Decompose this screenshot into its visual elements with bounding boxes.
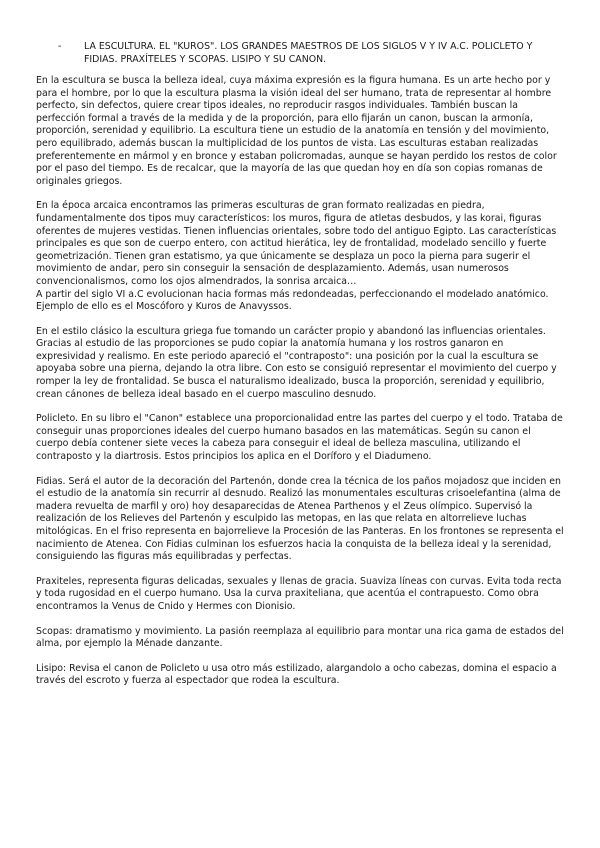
paragraph-classic: En el estilo clásico la escultura griega fue tomando un carácter propio y abandonó las influencias orientales. Gracias al estudio de las proporciones se pudo copiar la anatomía humana y los rostros ganaron en expresividad y realismo. En este periodo apareció el "contraposto": una posición por la cual la escultura se apoyaba sobre una pierna, dejando la otra libre. Con esto se consiguió representar el movimiento del cuerpo y romper la ley de frontalidad. Se busca el naturalismo idealizado, busca la proporción, serenidad y equilibrio, crean cánones de belleza ideal basado en el cuerpo masculino desnudo. [36, 325, 557, 400]
paragraph-policleto: Policleto. En su libro el "Canon" establece una proporcionalidad entre las partes del cuerpo y el todo. Trataba de conseguir unas proporciones ideales del cuerpo humano basados en las matemáticas. Según su canon el cuerpo debía contener siete veces la cabeza para conseguir el ideal de belleza masculina, utilizando el contraposto y la diartrosis. Estos principios los aplica en el Doríforo y el Diadumeno. [36, 413, 563, 463]
heading-text: LA ESCULTURA. EL "KUROS". LOS GRANDES MAESTROS DE LOS SIGLOS V Y IV A.C. POLICLETO Y FIDIAS. PRAXÍTELES Y SCOPAS. LISIPO Y SU CANON. [84, 41, 533, 65]
paragraph-fidias: Fidias. Será el autor de la decoración del Partenón, donde crea la técnica de los paños mojadosz que inciden en el estudio de la anatomía sin recurrir al desnudo. Realizó las monumentales esculturas crisoelefantina (alma de madera revuelta de marfil y oro) hoy desaparecidas de Atenea Parthenos y el Zeus olímpico. Supervisó la realización de los Relieves del Partenón y esculpido las metopas, en las que relata en altorrelieve luchas mitológicas. En el friso representa en bajorrelieve la Procesión de las Panteras. En los frontones se representa el nacimiento de Atenea. Con Fidias culminan los esfuerzos hacia la conquista de la belleza ideal y la serenidad, consiguiendo las figuras más equilibradas y perfectas. [36, 475, 564, 563]
list-bullet: - [58, 41, 62, 52]
paragraph-intro: En la escultura se busca la belleza ideal, cuya máxima expresión es la figura humana. Es un arte hecho por y para el hombre, por lo que la escultura plasma la visión ideal del ser humano, trata de representar al hombre perfecto, sin defectos, quiere crear tipos ideales, no reproducir rasgos individuales. También buscan la perfección formal a través de la medida y de la proporción, para ello fijarán un canon, buscan la armonía, proporción, serenidad y equilibrio. La escultura tiene un estudio de la anatomía en tensión y del movimiento, pero equilibrado, además buscan la multiplicidad de los puntos de vista. Las esculturas estaban realizadas preferentemente en mármol y en bronce y estaban policromadas, aunque se hayan perdido los restos de color por el paso del tiempo. Es de recalcar, que la mayoría de las que quedan hoy en día son copias romanas de originales griegos. [36, 75, 557, 187]
section-heading [36, 40, 564, 66]
paragraph-archaic-evolution: A partir del siglo VI a.C evolucionan hacia formas más redondeadas, perfeccionando el modelado anatómico. Ejemplo de ello es el Moscóforo y Kuros de Anavyssos. [36, 288, 549, 313]
paragraph-praxiteles: Praxiteles, representa figuras delicadas, sexuales y llenas de gracia. Suaviza líneas con curvas. Evita toda recta y toda rugosidad en el cuerpo humano. Usa la curva praxiteliana, que acentúa el contrapuesto. Como obra encontramos la Venus de Cnido y Hermes con Dionisio. [36, 575, 562, 612]
document-page [36, 40, 564, 688]
paragraph-lisipo: Lisipo: Revisa el canon de Policleto u usa otro más estilizado, alargandolo a ocho cabezas, domina el espacio a través del escroto y fuerza al espectador que rodea la escultura. [36, 662, 557, 687]
paragraph-scopas: Scopas: dramatismo y movimiento. La pasión reemplaza al equilibrio para montar una rica gama de estados del alma, por ejemplo la Ménade danzante. [36, 625, 564, 650]
paragraph-archaic: En la época arcaica encontramos las primeras esculturas de gran formato realizadas en piedra, fundamentalmente dos tipos muy característicos: los muros, figura de atletas desbudos, y las korai, figuras oferentes de mujeres vestidas. Tienen influencias orientales, sobre todo del antiguo Egipto. Las características principales es que son de cuerpo entero, con actitud hierática, ley de frontalidad, modelado sencillo y fuerte geometrización. Tienen gran estatismo, ya que únicamente se desplaza un poco la pierna para sugerir el movimiento de andar, pero sin conseguir la sensación de desplazamiento. Además, usan numerosos convencionalismos, como los ojos almendrados, la sonrisa arcaica… [36, 200, 557, 287]
